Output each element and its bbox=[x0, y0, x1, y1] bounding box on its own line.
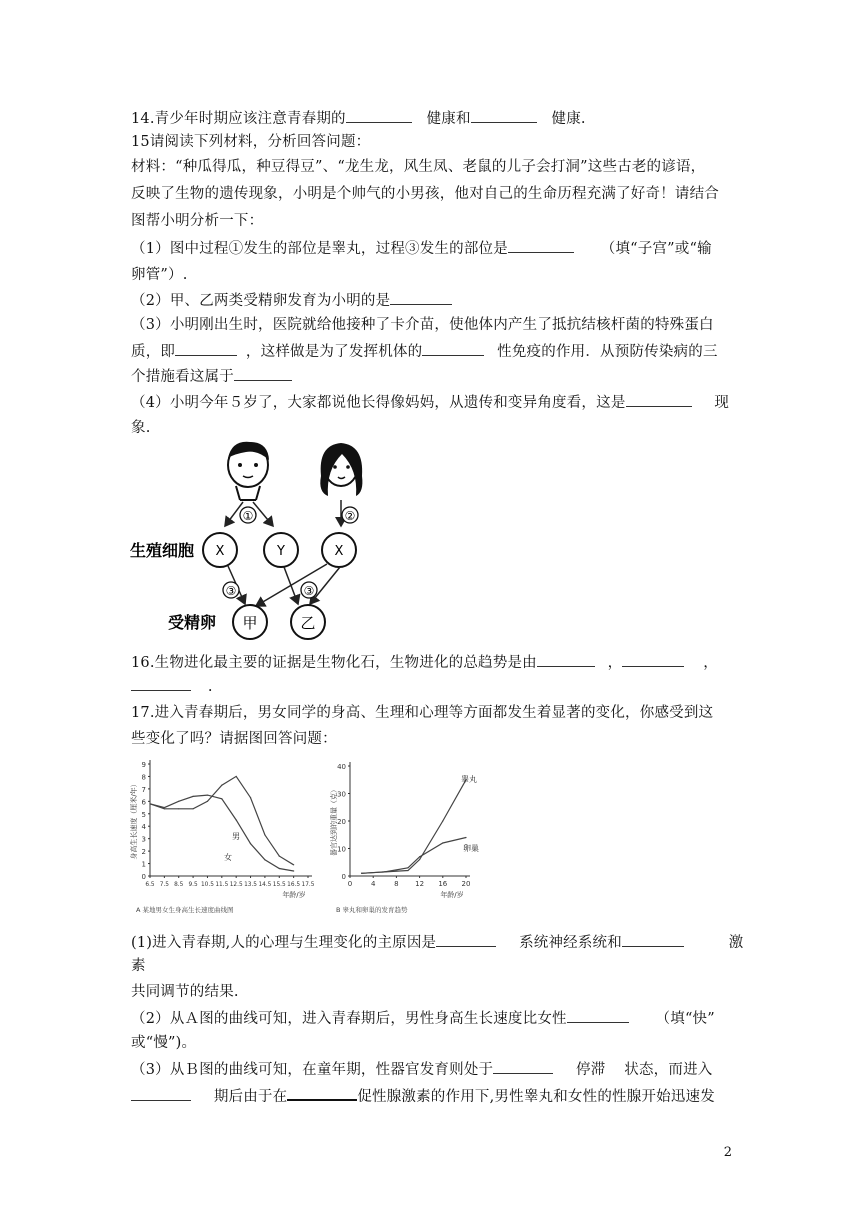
y-tick-label: 7 bbox=[141, 785, 146, 794]
blank-input[interactable] bbox=[390, 290, 452, 305]
x-tick-label: 9.5 bbox=[188, 882, 198, 888]
data-point bbox=[250, 843, 251, 844]
father-portrait-icon bbox=[228, 442, 269, 500]
data-point bbox=[279, 868, 280, 869]
q14-line bbox=[131, 108, 586, 129]
blank-input[interactable] bbox=[175, 341, 237, 356]
data-point bbox=[236, 819, 237, 820]
q17-part3 bbox=[131, 1085, 715, 1107]
chart-a-growth-speed bbox=[128, 754, 324, 930]
y-tick-label: 10 bbox=[337, 845, 346, 854]
blank-input[interactable] bbox=[622, 932, 684, 947]
data-point bbox=[384, 871, 385, 872]
q16-text: ， bbox=[607, 655, 623, 671]
blank-input[interactable] bbox=[622, 652, 684, 667]
blank-input[interactable] bbox=[346, 108, 412, 123]
page-number: 2 bbox=[723, 1145, 732, 1160]
gamete-x-label: X bbox=[334, 544, 344, 559]
y-tick-label: 3 bbox=[141, 835, 146, 844]
q15-text: （4）小明今年５岁了，大家都说他长得像妈妈，从遗传和变异角度看，这是 bbox=[131, 395, 626, 411]
q16-text: 16.生物进化最主要的证据是生物化石，生物进化的总趋势是由 bbox=[131, 655, 537, 671]
q17-text: 共同调节的结果. bbox=[131, 984, 239, 1000]
data-point bbox=[419, 856, 420, 857]
x-tick-label: 16.5 bbox=[287, 882, 301, 888]
q15-material: 图帮小明分析一下： bbox=[131, 213, 264, 229]
series-label: 睾丸 bbox=[461, 775, 477, 784]
chart-b-organ-development bbox=[328, 754, 506, 930]
q15-text: （填“子宫”或“输 bbox=[600, 241, 712, 257]
data-point bbox=[207, 795, 208, 796]
series-label: 女 bbox=[224, 853, 232, 862]
data-point bbox=[236, 776, 237, 777]
step-label: ① bbox=[242, 509, 254, 523]
q17-text: 或“慢”)。 bbox=[131, 1035, 197, 1051]
x-tick-label: 7.5 bbox=[159, 882, 169, 888]
step-label: ③ bbox=[225, 584, 237, 598]
series-line-2 bbox=[362, 838, 466, 874]
q15-material: 材料：“种瓜得瓜，种豆得豆”、“龙生龙，风生凤、老鼠的儿子会打洞”这些古老的谚语， bbox=[131, 159, 706, 175]
blank-input[interactable] bbox=[537, 652, 595, 667]
y-axis-label: 身高生长速度（厘米/年） bbox=[130, 780, 138, 860]
q16-text: . bbox=[207, 679, 213, 695]
q17-text: 促性腺激素的作用下,男性睾丸和女性的性腺开始迅速发 bbox=[357, 1089, 715, 1105]
x-tick-label: 4 bbox=[370, 880, 376, 888]
data-point bbox=[207, 801, 208, 802]
x-tick-label: 16 bbox=[438, 880, 448, 888]
q17-text: （填“快” bbox=[655, 1011, 715, 1027]
blank-input[interactable] bbox=[131, 1086, 191, 1101]
zygote-label: 受精卵 bbox=[168, 613, 217, 632]
data-point bbox=[178, 808, 179, 809]
q15-material: 反映了生物的遗传现象，小明是个帅气的小男孩，他对自己的生命历程充满了好奇！请结合 bbox=[131, 186, 719, 202]
q15-part1 bbox=[131, 238, 712, 259]
series-line-1 bbox=[362, 780, 466, 874]
data-point bbox=[178, 801, 179, 802]
data-point bbox=[264, 834, 265, 835]
q15-text: 象. bbox=[131, 420, 151, 436]
data-point bbox=[192, 796, 193, 797]
q15-part3 bbox=[131, 341, 718, 362]
series-label: 卵巢 bbox=[463, 844, 479, 853]
x-tick-label: 12 bbox=[415, 880, 425, 888]
q15-part3 bbox=[131, 366, 292, 387]
data-point bbox=[164, 808, 165, 809]
y-axis-label: 器官达到的重量（克） bbox=[330, 786, 338, 856]
data-point bbox=[221, 798, 222, 799]
x-tick-label: 8 bbox=[394, 880, 399, 888]
q16-line bbox=[131, 676, 213, 697]
data-point bbox=[149, 803, 150, 804]
blank-input[interactable] bbox=[508, 238, 574, 253]
x-tick-label: 13.5 bbox=[244, 882, 258, 888]
q15-text: 性免疫的作用．从预防传染病的三 bbox=[497, 344, 718, 360]
q15-text: ，这样做是为了发挥机体的 bbox=[245, 344, 423, 360]
x-axis-label: 年龄/岁 bbox=[440, 891, 464, 899]
x-tick-label: 20 bbox=[461, 880, 471, 888]
blank-input[interactable] bbox=[436, 932, 496, 947]
x-axis-label: 年龄/岁 bbox=[282, 891, 306, 899]
y-tick-label: 20 bbox=[337, 818, 346, 826]
q17-text: 状态，而进入 bbox=[624, 1062, 713, 1078]
x-tick-label: 8.5 bbox=[174, 882, 184, 888]
blank-input[interactable] bbox=[567, 1008, 629, 1023]
data-point bbox=[192, 808, 193, 809]
q15-text: 个措施看这属于 bbox=[131, 369, 234, 385]
q17-text: 素 bbox=[131, 958, 146, 974]
y-tick-label: 9 bbox=[141, 761, 146, 769]
q15-text: （2）甲、乙两类受精卵发育为小明的是 bbox=[131, 293, 391, 309]
x-tick-label: 6.5 bbox=[145, 882, 155, 888]
blank-input[interactable] bbox=[471, 108, 537, 123]
q17-text: (1)进入青春期,人的心理与生理变化的主原因是 bbox=[131, 935, 437, 951]
q14-text: 健康. bbox=[551, 111, 586, 127]
inheritance-diagram bbox=[128, 440, 388, 648]
data-point bbox=[264, 859, 265, 860]
data-point bbox=[442, 842, 443, 843]
q17-text: 期后由于在 bbox=[213, 1089, 288, 1105]
chart-title: B 睾丸和卵巢的发育趋势 bbox=[336, 906, 408, 914]
data-point bbox=[293, 870, 294, 871]
y-tick-label: 6 bbox=[141, 798, 146, 807]
blank-input[interactable] bbox=[131, 676, 191, 691]
blank-input[interactable] bbox=[234, 366, 292, 381]
q15-part3: （3）小明刚出生时，医院就给他接种了卡介苗，使他体内产生了抵抗结核杆菌的特殊蛋白 bbox=[131, 317, 714, 333]
q14-text: 健康和 bbox=[426, 111, 471, 127]
q17-text: 停滞 bbox=[576, 1062, 606, 1078]
q15-text: 现 bbox=[714, 395, 730, 411]
y-tick-label: 40 bbox=[337, 763, 346, 771]
q15-text: （1）图中过程①发生的部位是睾丸，过程③发生的部位是 bbox=[131, 241, 508, 257]
y-tick-label: 0 bbox=[141, 873, 146, 881]
q17-part2 bbox=[131, 1008, 715, 1029]
q16-line bbox=[131, 652, 718, 673]
data-point bbox=[361, 873, 362, 874]
data-point bbox=[279, 855, 280, 856]
y-tick-label: 0 bbox=[341, 873, 346, 881]
x-tick-label: 12.5 bbox=[229, 882, 243, 888]
data-point bbox=[407, 867, 408, 868]
q15-text: 卵管”）. bbox=[131, 267, 188, 283]
y-tick-label: 30 bbox=[337, 790, 346, 799]
y-tick-label: 2 bbox=[141, 848, 146, 857]
step-label: ③ bbox=[303, 584, 315, 598]
gamete-y-label: Y bbox=[277, 544, 285, 559]
data-point bbox=[293, 864, 294, 865]
gamete-label: 生殖细胞 bbox=[130, 541, 195, 560]
y-tick-label: 8 bbox=[141, 773, 146, 782]
x-tick-label: 10.5 bbox=[200, 882, 214, 888]
data-point bbox=[442, 820, 443, 821]
series-line-2 bbox=[150, 795, 294, 871]
y-tick-label: 4 bbox=[141, 823, 146, 832]
zygote-b-label: 乙 bbox=[300, 614, 316, 632]
gamete-x-label: X bbox=[215, 544, 225, 559]
q17-intro: 些变化了吗？请据图回答问题： bbox=[131, 731, 337, 747]
blank-input[interactable] bbox=[626, 392, 692, 407]
data-point bbox=[407, 870, 408, 871]
y-tick-label: 1 bbox=[141, 860, 146, 869]
q17-intro: 17.进入青春期后，男女同学的身高、生理和心理等方面都发生着显著的变化，你感受到这 bbox=[131, 705, 714, 721]
q17-text: （2）从Ａ图的曲线可知，进入青春期后，男性身高生长速度比女性 bbox=[131, 1011, 567, 1027]
blank-input[interactable] bbox=[493, 1059, 553, 1074]
q15-part4 bbox=[131, 392, 729, 413]
q16-text: ， bbox=[703, 655, 718, 671]
x-tick-label: 0 bbox=[347, 880, 353, 888]
x-tick-label: 15.5 bbox=[272, 882, 286, 888]
blank-input[interactable] bbox=[422, 341, 484, 356]
series-label: 男 bbox=[232, 832, 240, 841]
q17-text: （3）从Ｂ图的曲线可知，在童年期，性器官发育则处于 bbox=[131, 1062, 494, 1078]
q17-text: 系统神经系统和 bbox=[519, 935, 622, 951]
x-tick-label: 17.5 bbox=[301, 882, 315, 888]
q17-text: 激 bbox=[728, 935, 744, 951]
y-tick-label: 5 bbox=[141, 810, 146, 819]
data-point bbox=[164, 807, 165, 808]
x-tick-label: 11.5 bbox=[215, 882, 229, 888]
series-line-1 bbox=[150, 776, 294, 864]
data-point bbox=[221, 785, 222, 786]
q17-part1 bbox=[131, 932, 743, 953]
chart-title: A 某地男女生身高生长速度曲线图 bbox=[136, 906, 234, 914]
q15-part2 bbox=[131, 290, 452, 311]
q15-text: 质，即 bbox=[131, 344, 176, 360]
q14-text: 14.青少年时期应该注意青春期的 bbox=[131, 111, 346, 127]
blank-input[interactable] bbox=[287, 1085, 357, 1101]
x-tick-label: 14.5 bbox=[258, 882, 272, 888]
zygote-a-label: 甲 bbox=[242, 614, 258, 632]
q15-title: 15请阅读下列材料，分析回答问题： bbox=[131, 134, 371, 150]
step-label: ② bbox=[344, 509, 356, 523]
data-point bbox=[465, 837, 466, 838]
data-point bbox=[250, 797, 251, 798]
q17-part3 bbox=[131, 1059, 712, 1080]
data-point bbox=[419, 859, 420, 860]
mother-portrait-icon bbox=[320, 443, 362, 496]
